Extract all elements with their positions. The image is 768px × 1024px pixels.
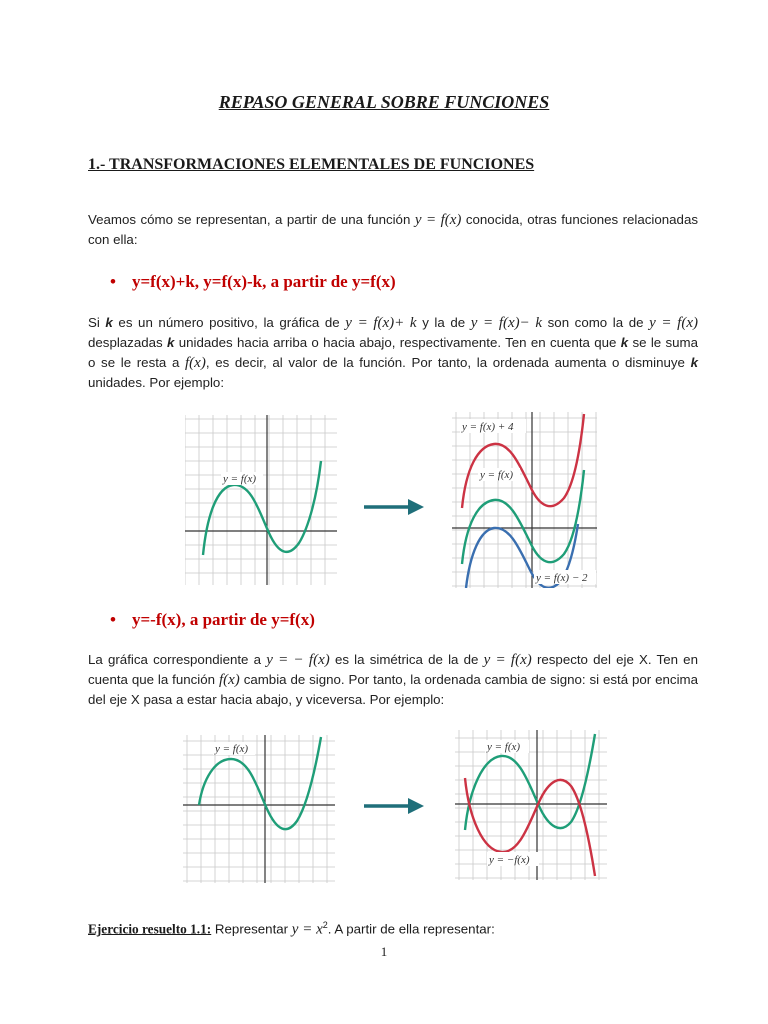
label-f-minus-2: y = f(x) − 2 bbox=[536, 572, 588, 584]
intro-paragraph bbox=[88, 210, 698, 250]
exercise-text-a: Representar bbox=[214, 921, 289, 937]
shift-text: son como la de bbox=[547, 315, 644, 330]
label-f: y = f(x) bbox=[487, 741, 521, 753]
bullet-shift bbox=[110, 272, 396, 292]
shift-text: se le suma o se le resta a bbox=[88, 335, 699, 370]
label-f: y = f(x) bbox=[223, 473, 257, 485]
label-f: y = f(x) bbox=[215, 743, 249, 755]
graph-f-shifted bbox=[452, 412, 597, 588]
arrow-icon bbox=[362, 496, 426, 518]
exercise-line bbox=[88, 920, 495, 938]
shift-math: y = f(x)− k bbox=[470, 315, 543, 331]
reflect-text: La gráfica correspondiente a bbox=[88, 652, 262, 667]
reflect-text: respecto del eje X. Ten en cuenta que la función bbox=[88, 652, 698, 687]
k-symbol: k bbox=[690, 355, 698, 370]
label-f-plus-4: y = f(x) + 4 bbox=[462, 421, 514, 433]
reflect-paragraph bbox=[88, 650, 698, 710]
arrow-icon bbox=[362, 795, 426, 817]
exercise-exponent: 2 bbox=[322, 920, 328, 930]
shift-text: es un número positivo, la gráfica de bbox=[118, 315, 340, 330]
section-heading: 1.- TRANSFORMACIONES ELEMENTALES DE FUNCIONES bbox=[88, 156, 535, 173]
shift-text: desplazadas bbox=[88, 335, 163, 350]
shift-text: unidades. Por ejemplo: bbox=[88, 375, 225, 390]
curve-f bbox=[465, 734, 595, 830]
shift-math: f(x) bbox=[185, 355, 206, 371]
reflect-text: cambia de signo. Por tanto, la ordenada cambia de signo: si está por encima del eje X pasa a estar hacia abajo, y viceversa. Por ejemplo: bbox=[88, 672, 698, 707]
shift-math: y = f(x)+ k bbox=[345, 315, 417, 331]
intro-text-a: Veamos cómo se representan, a partir de una función bbox=[88, 212, 411, 227]
reflect-math: f(x) bbox=[218, 672, 240, 688]
graph-f-original-2 bbox=[183, 735, 335, 883]
reflect-math: y = f(x) bbox=[483, 652, 532, 668]
bullet-reflect bbox=[110, 610, 315, 630]
document-title: REPASO GENERAL SOBRE FUNCIONES bbox=[218, 92, 550, 112]
exercise-math: y = x bbox=[291, 921, 323, 938]
shift-text: unidades hacia arriba o hacia abajo, respectivamente. Ten en cuenta que bbox=[178, 335, 617, 350]
graph-f-reflected bbox=[455, 730, 607, 880]
intro-text-b: conocida, otras funciones relacionadas con ella: bbox=[88, 212, 698, 247]
k-symbol: k bbox=[620, 335, 629, 350]
curve-f bbox=[462, 470, 584, 564]
reflect-text: es la simétrica de la de bbox=[334, 652, 479, 667]
bullet-shift-text: y=f(x)+k, y=f(x)-k, a partir de y=f(x) bbox=[132, 272, 396, 291]
shift-text: y la de bbox=[422, 315, 466, 330]
bullet-dot-icon: • bbox=[110, 272, 116, 291]
shift-text: , es decir, al valor de la función. Por tanto, la ordenada aumenta o disminuye bbox=[205, 355, 685, 370]
shift-paragraph bbox=[88, 313, 698, 393]
shift-math: y = f(x) bbox=[649, 315, 698, 331]
k-symbol: k bbox=[105, 315, 113, 330]
graph-f-original bbox=[185, 415, 337, 585]
exercise-label: Ejercicio resuelto 1.1: bbox=[88, 921, 212, 937]
bullet-dot-icon: • bbox=[110, 610, 116, 629]
page-number: 1 bbox=[380, 944, 388, 959]
bullet-reflect-text: y=-f(x), a partir de y=f(x) bbox=[132, 610, 315, 629]
shift-text: Si bbox=[88, 315, 100, 330]
intro-math: y = f(x) bbox=[414, 212, 462, 228]
label-f: y = f(x) bbox=[480, 469, 514, 481]
reflect-math: y = − f(x) bbox=[266, 652, 330, 668]
label-minus-f: y = −f(x) bbox=[489, 854, 530, 866]
exercise-text-b: . A partir de ella representar: bbox=[327, 921, 495, 937]
k-symbol: k bbox=[167, 335, 175, 350]
